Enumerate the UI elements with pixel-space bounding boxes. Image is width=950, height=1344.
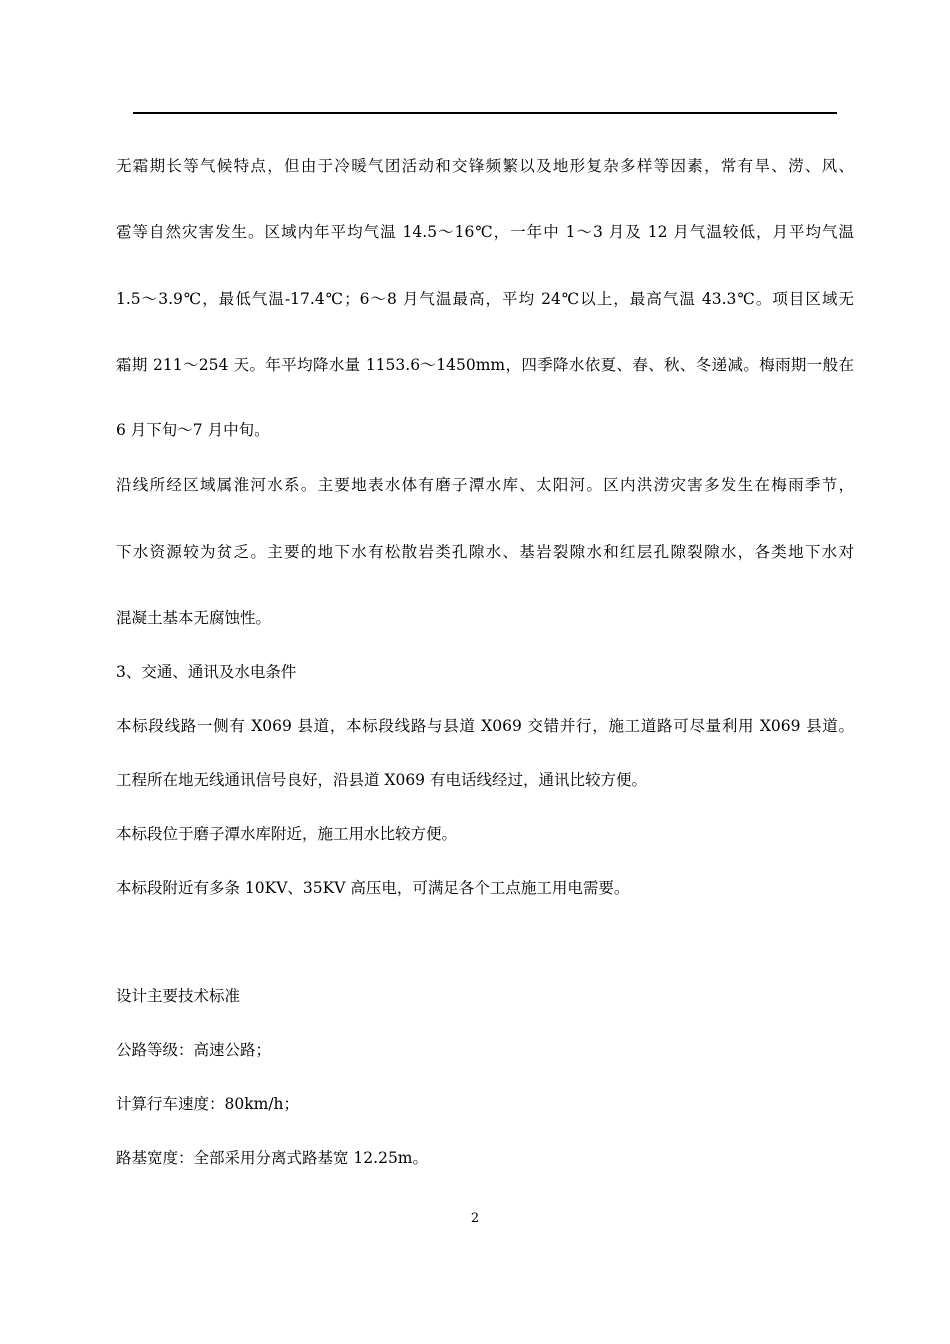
standards-line-1: 公路等级：高速公路； [116,1041,272,1059]
climate-line-4: 霜期 211～254 天。年平均降水量 1153.6～1450mm，四季降水依夏、春、秋、冬递减。梅雨期一般在 [116,356,854,374]
standards-line-3: 路基宽度：全部采用分离式路基宽 12.25m。 [116,1149,428,1167]
hydrology-line-3: 混凝土基本无腐蚀性。 [116,609,272,627]
transport-line-1: 本标段线路一侧有 X069 县道，本标段线路与县道 X069 交错并行，施工道路可尽量利用 X069 县道。 [116,717,854,735]
climate-line-2: 雹等自然灾害发生。区域内年平均气温 14.5～16℃，一年中 1～3 月及 12 月气温较低，月平均气温 [116,223,854,241]
transport-heading: 3、交通、通讯及水电条件 [116,663,297,681]
transport-line-2: 工程所在地无线通讯信号良好，沿县道 X069 有电话线经过，通讯比较方便。 [116,771,647,789]
standards-line-2: 计算行车速度：80km/h； [116,1095,300,1113]
climate-line-1: 无霜期长等气候特点，但由于冷暖气团活动和交锋频繁以及地形复杂多样等因素，常有旱、涝、风、 [116,157,854,175]
hydrology-line-2: 下水资源较为贫乏。主要的地下水有松散岩类孔隙水、基岩裂隙水和红层孔隙裂隙水，各类地下水对 [116,543,854,561]
standards-heading: 设计主要技术标准 [116,987,241,1005]
climate-line-3: 1.5～3.9℃，最低气温-17.4℃；6～8 月气温最高，平均 24℃以上，最高气温 43.3℃。项目区域无 [116,290,854,308]
hydrology-line-1: 沿线所经区域属淮河水系。主要地表水体有磨子潭水库、太阳河。区内洪涝灾害多发生在梅雨季节， [116,476,854,494]
page-number: 2 [470,1211,480,1226]
header-rule [133,112,837,114]
climate-line-5: 6 月下旬～7 月中旬。 [116,421,270,439]
transport-line-4: 本标段附近有多条 10KV、35KV 高压电，可满足各个工点施工用电需要。 [116,879,630,897]
transport-line-3: 本标段位于磨子潭水库附近，施工用水比较方便。 [116,825,458,843]
